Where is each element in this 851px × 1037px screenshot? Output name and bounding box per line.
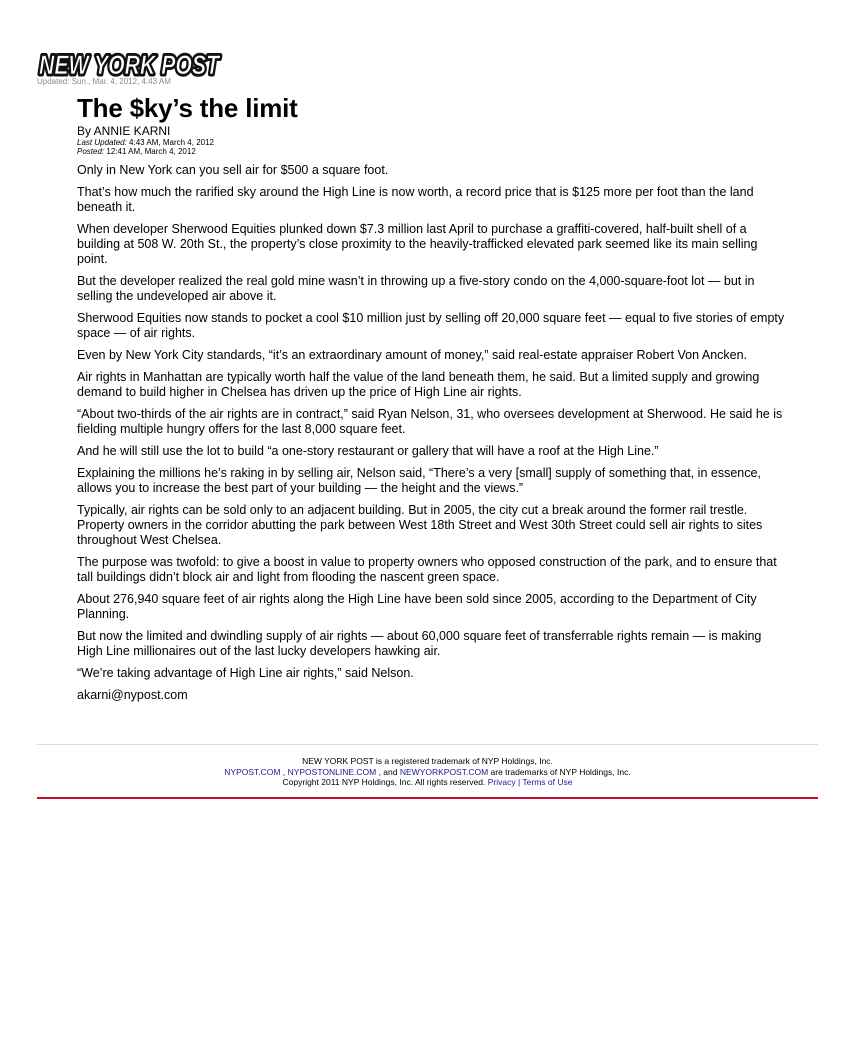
article-byline: By ANNIE KARNI [77,124,171,138]
posted-label: Posted: [77,147,105,156]
article-paragraph: About 276,940 square feet of air rights along the High Line have been sold since 2005, according to the Department of City Planning. [77,592,757,621]
page-footer [37,756,818,788]
svg-text:NEW YORK POST: NEW YORK POST [39,50,221,78]
article-paragraph: The purpose was twofold: to give a boost in value to property owners who opposed construction of the park, and to ensure that tall buildings didn’t block air and light from flooding the nascent green space. [77,555,777,584]
last-updated-value: 4:43 AM, March 4, 2012 [129,138,214,147]
article-paragraph: Typically, air rights can be sold only to an adjacent building. But in 2005, the city cut a break around the former rail trestle. Property owners in the corridor abutting the park between West 18th Street and West 30th Street could sell air rights to sites throughout West Chelsea. [77,503,763,547]
posted-value: 12:41 AM, March 4, 2012 [106,147,196,156]
updated-timestamp: Updated: Sun., Mar. 4, 2012, 4:43 AM [37,77,171,86]
svg-text:NEW YORK POST: NEW YORK POST [39,50,221,78]
last-updated-label: Last Updated: [77,138,127,147]
newyorkpost-link[interactable]: NEWYORKPOST.COM [399,766,489,777]
footer-trademark-tail: are trademarks of NYP Holdings, Inc. [488,766,631,777]
new-york-post-logo[interactable] [37,50,223,78]
terms-of-use-link[interactable]: Terms of Use [522,777,573,787]
last-updated-line [77,138,787,147]
article-paragraph: But now the limited and dwindling supply of air rights — about 60,000 square feet of transferrable rights remain — is making High Line millionaires out of the last lucky developers hawking air. [77,629,762,658]
article-paragraph: That’s how much the rarified sky around the High Line is now worth, a record price that is $125 more per foot than the land beneath it. [77,185,754,214]
article-paragraph: Only in New York can you sell air for $500 a square foot. [77,163,389,177]
posted-line [77,147,787,156]
article-paragraph: Sherwood Equities now stands to pocket a cool $10 million just by selling off 20,000 square feet — equal to five stories of empty space — of air rights. [77,311,785,340]
article-paragraph: “We’re taking advantage of High Line air rights,” said Nelson. [77,666,414,680]
footer-red-rule [37,797,818,799]
footer-copyright-line [37,777,818,788]
author-email[interactable]: akarni@nypost.com [77,688,188,702]
nypost-link[interactable]: NYPOST.COM [224,766,281,777]
nypostonline-link[interactable]: NYPOSTONLINE.COM [287,766,377,777]
article [77,93,787,710]
article-body [77,163,787,703]
article-headline: The $ky’s the limit [77,93,298,123]
footer-links-line [37,767,818,778]
article-paragraph: Even by New York City standards, “it’s an extraordinary amount of money,” said real-estate appraiser Robert Von Ancken. [77,348,748,362]
article-paragraph: “About two-thirds of the air rights are in contract,” said Ryan Nelson, 31, who oversees development at Sherwood. He said he is fielding multiple hungry offers for the last 8,000 square feet. [77,407,783,436]
footer-divider [37,744,818,745]
copyright-text: Copyright 2011 NYP Holdings, Inc. All rights reserved. [282,777,488,787]
article-paragraph: Air rights in Manhattan are typically worth half the value of the land beneath them, he said. But a limited supply and growing demand to build higher in Chelsea has driven up the price of High Line air rights. [77,370,760,399]
article-paragraph: And he will still use the lot to build “a one-story restaurant or gallery that will have a roof at the High Line.” [77,444,659,458]
privacy-link[interactable]: Privacy [487,777,516,787]
article-paragraph: Explaining the millions he’s raking in by selling air, Nelson said, “There’s a very [small] supply of something that, in essence, allows you to increase the best part of your building — the height and the views.” [77,466,761,495]
footer-separator: , and [376,766,400,777]
footer-trademark-line: NEW YORK POST is a registered trademark of NYP Holdings, Inc. [302,756,553,766]
footer-separator: | [515,777,523,787]
article-paragraph: When developer Sherwood Equities plunked down $7.3 million last April to purchase a graffiti-covered, half-built shell of a building at 508 W. 20th St., the property’s close proximity to the heavily-trafficked elevated park seemed like its main selling point. [77,222,758,266]
article-paragraph: But the developer realized the real gold mine wasn’t in throwing up a five-story condo on the 4,000-square-foot lot — but in selling the undeveloped air above it. [77,274,755,303]
footer-separator: , [280,766,288,777]
